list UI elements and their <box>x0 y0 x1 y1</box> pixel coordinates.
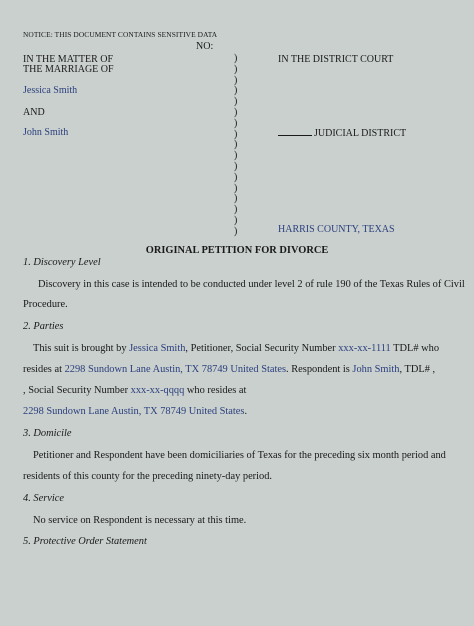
parties-text: who resides at <box>184 385 247 396</box>
caption-paren: ) <box>234 106 238 118</box>
caption-paren: ) <box>234 74 238 86</box>
caption-district: JUDICIAL DISTRICT <box>314 128 407 139</box>
sensitive-data-notice: NOTICE: THIS DOCUMENT CONTAINS SENSITIVE DATA <box>23 30 218 39</box>
caption-paren: ) <box>234 171 238 183</box>
caption-petitioner-name: Jessica Smith <box>23 85 78 96</box>
caption-paren: ) <box>234 160 238 172</box>
petitioner-address: 2298 Sundown Lane Austin, TX 78749 United States <box>64 364 287 375</box>
caption-paren: ) <box>234 150 238 162</box>
petitioner-ssn: xxx-xx-1111 <box>338 343 391 354</box>
caption-respondent-name: John Smith <box>23 127 69 138</box>
caption-paren: ) <box>234 63 238 75</box>
caption-paren: ) <box>234 96 238 108</box>
parties-text: TDL# who <box>390 343 440 354</box>
parties-text: resides at <box>23 364 65 375</box>
section-5-heading: 5. Protective Order Statement <box>23 536 147 547</box>
section-2-line-4 <box>23 406 247 417</box>
section-2-line-3 <box>23 385 246 396</box>
section-2-heading: 2. Parties <box>23 321 64 332</box>
caption-paren: ) <box>234 139 238 151</box>
section-3-line-1: Petitioner and Respondent have been domiciliaries of Texas for the preceding six month period and <box>33 450 446 461</box>
parties-text: This suit is brought by <box>33 343 130 354</box>
case-number-label: NO: <box>196 41 214 52</box>
petitioner-name: Jessica Smith <box>129 343 186 354</box>
caption-and: AND <box>23 107 45 118</box>
respondent-ssn: xxx-xx-qqqq <box>130 385 185 396</box>
parties-text: . Respondent is <box>286 364 353 375</box>
caption-paren: ) <box>234 53 238 64</box>
section-3-line-2: residents of this county for the preceding ninety-day period. <box>23 471 273 482</box>
section-4-heading: 4. Service <box>23 493 64 504</box>
section-3-heading: 3. Domicile <box>23 428 72 439</box>
caption-paren: ) <box>234 193 238 205</box>
caption-matter-line1: IN THE MATTER OF <box>23 54 114 65</box>
section-4-line-1: No service on Respondent is necessary at this time. <box>33 515 247 526</box>
parties-text: , Social Security Number <box>23 385 131 396</box>
caption-matter-line2: THE MARRIAGE OF <box>23 64 114 75</box>
respondent-address: 2298 Sundown Lane Austin, TX 78749 United States <box>23 406 245 417</box>
parties-text: , TDL# , <box>399 364 436 375</box>
caption-paren: ) <box>234 117 238 129</box>
caption-district-line <box>278 127 406 139</box>
caption-county: HARRIS COUNTY, TEXAS <box>278 224 395 235</box>
document-title: ORIGINAL PETITION FOR DIVORCE <box>145 245 329 256</box>
district-number-blank <box>278 127 312 136</box>
caption-paren: ) <box>234 214 238 226</box>
section-1-line-2: Procedure. <box>23 299 68 310</box>
section-1-line-1: Discovery in this case is intended to be conducted under level 2 of rule 190 of the Texas Rules of Civil <box>38 279 465 290</box>
section-2-line-2 <box>23 364 435 375</box>
caption-paren: ) <box>234 128 238 140</box>
caption-paren: ) <box>234 204 238 216</box>
parties-text: . <box>244 406 248 417</box>
respondent-name: John Smith <box>352 364 400 375</box>
caption-divider <box>234 54 237 238</box>
parties-text: , Petitioner, Social Security Number <box>185 343 339 354</box>
section-1-heading: 1. Discovery Level <box>23 257 101 268</box>
section-2-line-1 <box>33 343 439 354</box>
caption-paren: ) <box>234 182 238 194</box>
caption-paren: ) <box>234 85 238 97</box>
caption-paren: ) <box>234 225 238 237</box>
caption-court: IN THE DISTRICT COURT <box>278 54 394 65</box>
